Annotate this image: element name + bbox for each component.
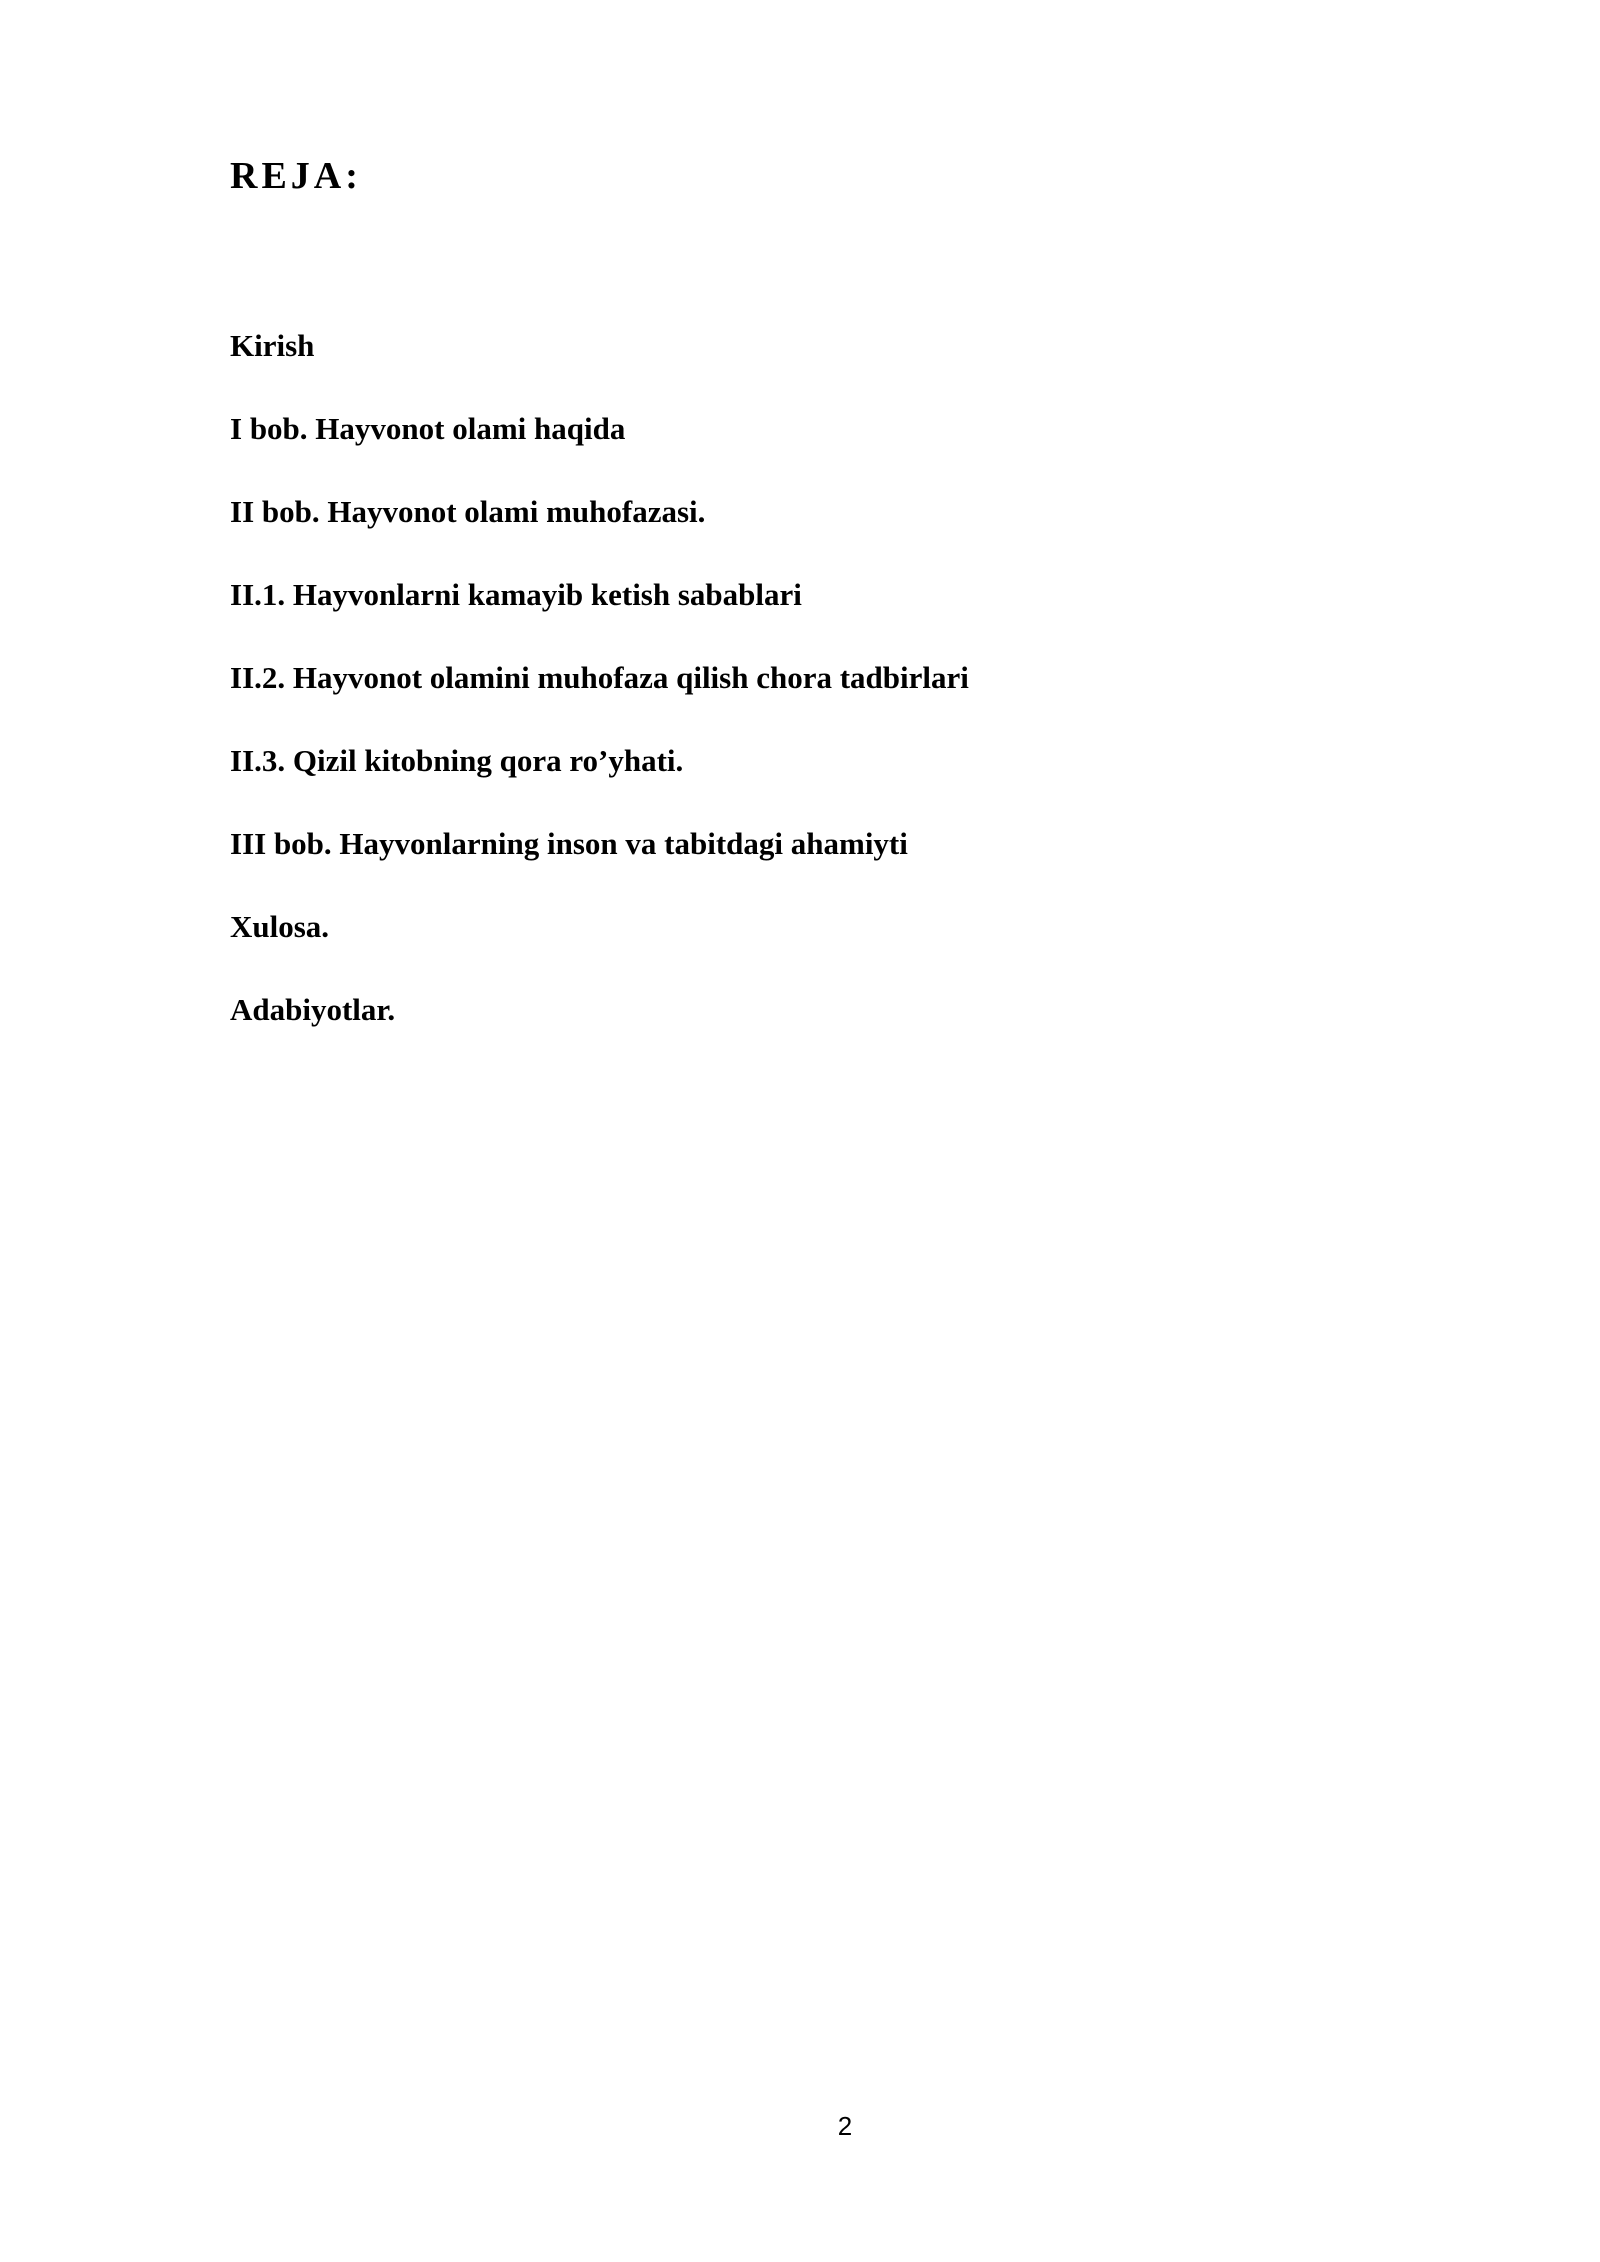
toc-item-chapter-1: I bob. Hayvonot olami haqida — [230, 411, 626, 446]
toc-item-introduction: Kirish — [230, 328, 315, 363]
toc-item-chapter-3: III bob. Hayvonlarning inson va tabitdagi ahamiyti — [230, 826, 908, 861]
table-of-contents — [230, 326, 969, 1073]
toc-item-section-2-1: II.1. Hayvonlarni kamayib ketish sabablari — [230, 577, 802, 612]
page-title: REJA: — [230, 155, 362, 197]
toc-item-section-2-2: II.2. Hayvonot olamini muhofaza qilish chora tadbirlari — [230, 660, 969, 695]
toc-item-references: Adabiyotlar. — [230, 992, 396, 1027]
toc-item-chapter-2: II bob. Hayvonot olami muhofazasi. — [230, 494, 706, 529]
toc-item-section-2-3: II.3. Qizil kitobning qora ro’yhati. — [230, 743, 684, 778]
toc-item-conclusion: Xulosa. — [230, 909, 330, 944]
page-number: 2 — [837, 2111, 853, 2141]
